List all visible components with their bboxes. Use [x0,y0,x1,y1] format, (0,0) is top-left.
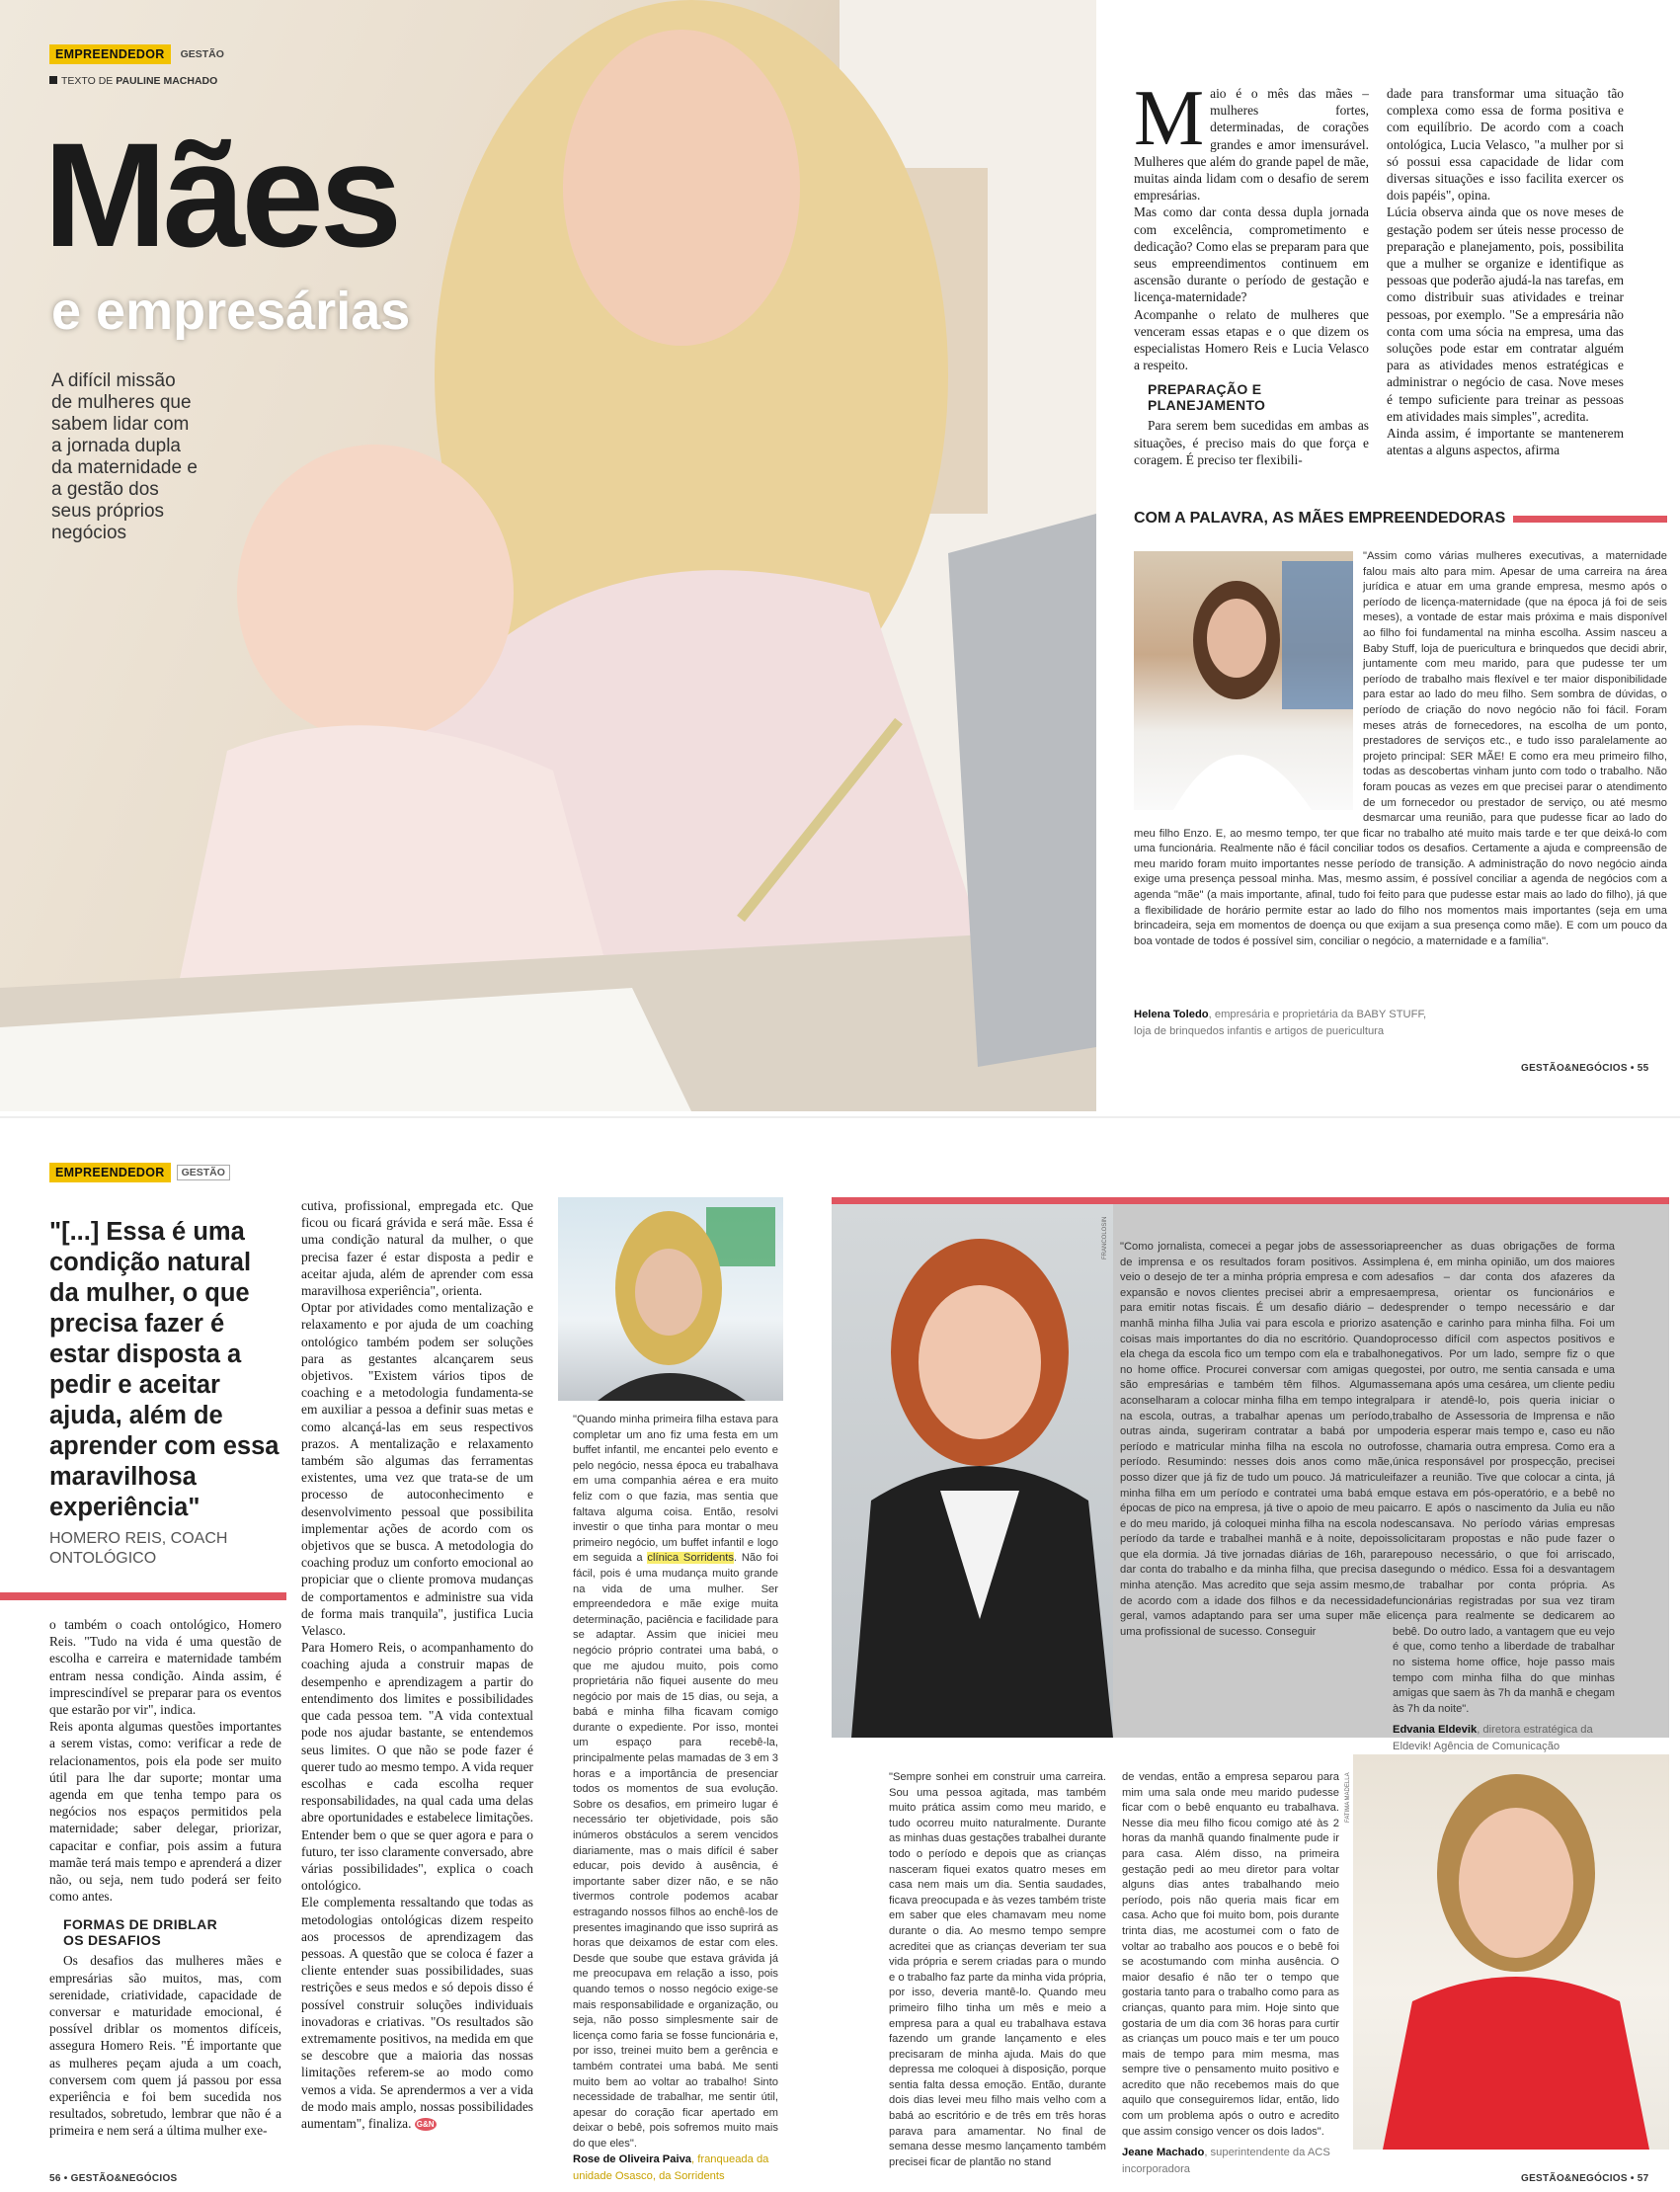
jeane-role: , superintendente da ACS incorporadora [1122,2147,1330,2176]
box-title-rule [1513,516,1667,523]
deck: A difícil missão de mulheres que sabem lidar com a jornada dupla da maternidade e a gestão dos seus próprios negócios [51,370,198,543]
drop-cap: M [1134,75,1205,162]
jeane-name: Jeane Machado [1122,2147,1205,2159]
photo-spacer [1134,549,1363,812]
article-bottom-intro: o também o coach ontológico, Homero Reis. "Tudo na vida é uma questão de escolha e carreira e maternidade também entram nessa condição. Ainda assim, é imprescindível se preparar para os eventos que estarão por vir", indica. Reis aponta algumas questões importantes a serem vistas, como: verificar a rede de relacionamentos, pois ela pode ser muito útil para lhe dar suporte; montar uma agenda em que tenha tempo para os negócios nos espaços permitidos pela maternidade; saber delegar, priorizar, capacitar e confiar, pois assim a futura mamãe terá mais tempo e aprenderá a dizer não, ou seja, nem tudo poderá ser feito como antes. [49,1617,281,1905]
end-logo: G&N [416,2120,435,2130]
section-tag [49,44,228,64]
rose-quote [573,1413,778,2152]
folio-57: GESTÃO&NEGÓCIOS • 57 [1521,2173,1649,2184]
jeane-portrait-image [1353,1754,1669,2150]
helena-quote-text: "Assim como várias mulheres executivas, a maternidade falou mais alto para mim. Apesar de uma carreira na área jurídica e atuar em uma grande empresa, mesmo após o período de licença-maternidade (que na época já foi de seis meses), a vontade de estar mais próxima e mais disponível ao filho foi fundamental na minha escolha. Assim nasceu a Baby Stuff, loja de puericultura e brinquedos que decidi abrir, juntamente com meu marido, para que pudesse ter um período de trabalho mais flexível e ter maior disponibilidade para estar ao lado do meu filho. Sem sombra de dúvidas, o período de criação do novo negócio não foi fácil. Foram meses atrás de fornecedores, na escolha de um ponto, prestadores de serviços etc., e tudo isso paralelamente ao projeto principal: SER MÃE! E como era meu primeiro filho, todas as descobertas vinham junto com todo o trabalho. Não foram poucas as vezes em que precisei parar o atendimento de um fornecedor ou prestador de serviço, ou até mesmo desmarcar uma reunião, para que pudesse ficar ao lado do meu filho Enzo. E, ao mesmo tempo, ter que ficar no trabalho até muito mais tarde e ter que deixá-lo com uma funcionária. Realmente não é fácil conciliar todos os desafios. Certamente a ajuda e compreensão de meu marido foram muito importantes nesse período de transição. A administração do novo negócio ainda exige uma presença pessoal minha. Mas, mesmo assim, é possível conciliar a agenda de negócios com a agenda "mãe" (a mais importante, afinal, tudo foi feito para que pudesse estar mais ao lado do filho), já que a flexibilidade de horário permite estar ao lado do filho nos momentos mais importantes (seja em uma brincadeira, seja em momentos de doença ou que exijam a sua presença como mãe). E com um pouco da boa vontade de todos é possível sim, conciliar o negócio, a maternidade e a família". [1134,550,1667,947]
section-label: EMPREENDEDOR [49,44,171,64]
jeane-quote-col-1 [889,1770,1106,2170]
section-label-bottom: EMPREENDEDOR [49,1163,171,1182]
jeane-quote-text-b: de vendas, então a empresa separou para mim uma sala onde meu marido pudesse ficar com o bebê enquanto eu trabalhava. Nesse dia meu filho ficou comigo até às 2 horas da manhã quando finalmente pude ir para casa. Além disso, na primeira gestação pedi ao meu diretor para voltar alguns dias antes trabalhando meio período, pois não queria mais ficar em casa. Acho que foi muito bom, pois durante trinta dias, me acostumei com o fato de voltar ao trabalho aos poucos e o bebê foi se acostumando com minha ausência. O maior desafio é não ter o tempo que gostaria tanto para o trabalho como para as crianças, quanto para mim. Hoje sinto que gostaria de um dia com 36 horas para curtir as crianças um pouco mais e ter um pouco mais de tempo para mim mesma, mas sempre tive o pensamento muito positivo e acredito que não recebemos mais do que aquilo que conseguiremos lidar, então, lido com um problema após o outro e acredito que assim consigo vencer os dois lados". [1122,1771,1339,2138]
box-title: COM A PALAVRA, AS MÃES EMPREENDEDORAS [1134,510,1506,527]
article-intro: aio é o mês das mães – mulheres fortes, determinadas, de corações grandes e amor imensurável. Mulheres que além do grande papel de mãe, muitas ainda lidam com o desafio de serem empresárias. Mas como dar conta dessa dupla jornada com excelência, comprometimento e dedicação? Como elas se preparam para que seus empreendimentos continuem em ascensão durante o período de gestação e licença-maternidade? Acompanhe o relato de mulheres que venceram essas etapas e o que dizem os especialistas Homero Reis e Lucia Velasco a respeito. [1134,86,1369,373]
edvania-portrait-image [832,1204,1113,1738]
folio-56: 56 • GESTÃO&NEGÓCIOS [49,2173,178,2184]
headline-sub: e empresárias [51,282,411,341]
helena-role: , empresária e proprietária da BABY STUFF, loja de brinquedos infantis e artigos de puericultura [1134,1009,1427,1037]
rose-quote-highlight: clínica Sorridents [647,1552,734,1565]
article-bottom-column-1 [49,1616,281,2140]
article-column-2 [1387,85,1624,458]
pullquote-text: "[...] Essa é uma condição natural da mulher, o que precisa fazer é estar disposta a pedir e aceitar ajuda, além de aprender com essa maravilhosa experiência" [49,1218,280,1521]
rose-quote-part-b: . Não foi fácil, pois é uma mudança muito grande na vida de uma mulher. Ser empreendedora e mãe exige muita determinação, paciência e facilidade para se adaptar. Assim que iniciei meu negócio próprio contratei uma babá, o que me ajudou muito, pois como proprietária não fiquei ausente do meu negócio por mais de 15 dias, ou seja, a babá e minha filha ficavam comigo durante o expediente. Por isso, montei um espaço para recebê-la, principalmente pelas mamadas de 3 em 3 horas e a importância de presenciar todos os momentos de sua evolução. Sobre os desafios, em primeiro lugar é necessário ter objetividade, pois são inúmeros obstáculos a serem vencidos diariamente, mas o mais difícil é saber educar, pois devido à ausência, é importante saber dizer não, e se não tivermos controle podemos acabar estragando nossos filhos ao enchê-los de presentes imaginando que isso suprirá as horas que deixamos de estar com eles. Desde que soube que estava grávida já me preocupava em relação a isso, pois quando temos o nosso negócio exige-se mais responsabilidade e organização, ou seja, não posso simplesmente sair de licença como faria se fosse funcionária e, por isso, treinei muito bem a gerência e também contratei uma babá. Me senti muito bem ao voltar ao trabalho! Sinto necessidade de trabalhar, me sentir útil, apesar do coração ficar apertado em deixar o bebê, pois sofremos muito mais do que eles". [573,1552,778,2150]
helena-signature [1134,1006,1430,1039]
pullquote-rule [0,1592,286,1600]
edvania-box-rule [832,1197,1669,1204]
subhead-formas: FORMAS DE DRIBLAR OS DESAFIOS [63,1916,217,1949]
rose-quote-part-a: "Quando minha primeira filha estava para completar um ano fiz uma festa em um buffet infantil, me encantei pelo evento e pelo negócio, nessa época eu trabalhava em uma companhia aérea e era muito feliz com o que fazia, mas sentia que faltava alguma coisa. Então, resolvi investir o que tinha para montar o meu primeiro negócio, um buffet infantil e logo em seguida a [573,1414,778,1565]
section-sublabel-bottom: GESTÃO [177,1165,230,1180]
helena-quote [1134,549,1667,949]
article-bottom-continuation-text: cutiva, profissional, empregada etc. Que ficou ou ficará grávida e será mãe. Essa é uma condição natural da mulher, o que precisa fazer é estar disposta a pedir e aceitar ajuda, além de aprender com essa maravilhosa experiência", orienta. Optar por atividades como mentalização e relaxamento e por ajuda de um coaching ontológico também podem ser soluções para as gestantes alcançarem seus objetivos. "Existem vários tipos de coaching e a metodologia fundamenta-se em auxiliar a pessoa a definir suas metas e como alcançá-las em seus respectivos prazos. A mentalização e relaxamento também são algumas das ferramentas existentes, uma vez que trata-se de um processo de autoconhecimento e desenvolvimento pessoal que possibilita implementar ações de acordo com os objetivos que se busca. A metodologia do coaching produz um conforto emocional ao propiciar que o cliente promova mudanças de comportamentos e administre sua vida de forma mais tranquila", justifica Lucia Velasco. Para Homero Reis, o acompanhamento do coaching ajuda a construir mapas de desempenho e aprendizagem a partir do entendimento dos limites e possibilidades que cada pessoa tem. "A vida contextual pode nos ajudar bastante, se entendemos seus limites. O que não se pode fazer é querer tudo ao mesmo tempo. A vida requer escolhas e cada escolha requer responsabilidades, na qual cada uma delas abre oportunidades e estabelece limitações. Entender bem o que se quer agora e para o futuro, ter isso claramente conversado, abre várias possibilidades", explica o coach ontológico. Ele complementa ressaltando que todas as metodologias ontológicas dizem respeito aos processos de aprendizagem das pessoas. A questão que se coloca é fazer a cliente entender suas possibilidades, suas restrições e seus medos e só depois disso é possível construir soluções individuais inovadoras e criativas. "Os resultados são extremamente positivos, na medida em que se descobre que a maioria das nossas limitações referem-se ao modo como vemos a vida. Se aprendermos a ver a vida de modo mais amplo, nossas possibilidades aumentam", finaliza. [301,1198,534,2131]
edvania-quote-text-a: "Como jornalista, comecei a pegar jobs de assessoria de imprensa e os resultados foram positivos. Assim veio o desejo de ter a minha própria empresa e com a expansão e novos clientes precisei abrir a empresa para emitir notas fiscais. É um desafio diário – de manhã minha filha Julia vai para escola e priorizo as coisas mais importantes do dia no escritório. Quando ela chega da escola fico um tempo com ela e trabalho no home office. Procurei conversar com amigas que são empresárias e também têm filhos. Algumas aconselharam a colocar minha filha em tempo integral na escola, outras, a trabalhar apenas um período, outras ainda, sugeriram contratar a babá por um período e matricular minha filha na escola no outro período. Resumindo: nesses dois anos como mãe, posso dizer que já fiz de tudo um pouco. Já matriculei minha filha em um período e contratei uma babá em épocas de pico na empresa, já tive o apoio de meu pai e do meu marido, já coloquei minha filha na escola no período da tarde e trabalhei manhã e à noite, depois que ela dormia. Já tive jornadas diárias de 16h, para dar conta do trabalho e da minha filha, que precisa da minha atenção. Mas acredito que seja assim mesmo, de acordo com a idade dos filhos e da necessidade geral, vamos adaptando para ser uma super mãe e uma profissional de sucesso. Conseguir [1120,1241,1393,1638]
rose-quote-text [573,1413,778,2152]
rose-role: , franqueada da unidade Osasco, da Sorridents [573,2153,769,2182]
rose-signature [573,2151,778,2184]
photo-credit-2: FATIMA MADELLA [1345,1772,1351,1823]
jeane-photo [1353,1754,1669,2150]
subhead-preparacao: PREPARAÇÃO E PLANEJAMENTO [1148,381,1266,414]
rose-photo [558,1197,783,1401]
section-sublabel: GESTÃO [180,48,224,60]
folio-55: GESTÃO&NEGÓCIOS • 55 [1521,1063,1649,1074]
edvania-quote-col-1 [1120,1240,1393,1640]
pullquote-attribution: HOMERO REIS, COACH ONTOLÓGICO [49,1530,228,1567]
jeane-quote-text-a: "Sempre sonhei em construir uma carreira. Sou uma pessoa agitada, mas também muito prática assim como meu marido, e tudo ocorreu muito naturalmente. Durante as minhas duas gestações trabalhei durante todo o período e depois que as crianças nasceram fiquei exatos quatro meses em casa nem mais um dia. Sentia saudades, ficava preocupada e às vezes também triste em saber que eles chamavam meu nome durante o dia. Ao mesmo tempo sempre acreditei que as crianças deveriam ter sua vida própria e serem criadas para o mundo e o trabalho faz parte da minha vida própria, por isso, deveria mantê-lo. Quando meu primeiro filho tinha um mês e meio a empresa para a qual eu trabalhava estava fazendo um grande lançamento e eles precisaram de minha ajuda. Mais do que depressa me coloquei à disposição, porque sentia falta dessa emoção. Então, durante dois dias levei meu filho mais velho com a babá ao escritório e de três em três horas parava para amamentar. No final de semana desse mesmo lançamento também precisei ficar de plantão no stand [889,1771,1106,2168]
helena-name: Helena Toledo [1134,1009,1209,1020]
jeane-quote-col-2 [1122,1770,1339,2177]
rose-portrait-image [558,1197,783,1401]
byline [49,75,217,87]
photo-credit-1: FRANCOLOSIN [1102,1216,1108,1259]
page-divider [0,1116,1680,1118]
headline: Mães [43,112,399,278]
testimonial-box [1134,510,1667,528]
edvania-name: Edvania Eldevik [1393,1724,1478,1737]
article-continuation: dade para transformar uma situação tão complexa como essa de forma positiva e com equilíbrio. De acordo com a coach ontológica, Lucia Velasco, "a mulher por si só possui essa capacidade de lidar com diversas situações e isso facilita exercer os dois papéis", opina. Lúcia observa ainda que os nove meses de gestação podem ser úteis nesse processo de preparação e planejamento, pois, possibilita que a mulher se organize e identifique as pessoas que poderão ajudá-la nas tarefas, em como distribuir suas atividades e treinar pessoas, por exemplo. "Se a empresária não conta com uma sócia na empresa, uma das soluções pode estar em contratar alguém para as atividades menos estratégicas e administrar o negócio de casa. Nove meses é tempo suficiente para treinar as pessoas em atividades mais simples", acredita. Ainda assim, é importante se mantenerem atentas a alguns aspectos, afirma [1387,86,1624,458]
edvania-role: , diretora estratégica da Eldevik! Agência de Comunicação [1393,1724,1593,1753]
byline-author: PAULINE MACHADO [116,75,218,87]
article-bottom-continuation [301,1197,533,2133]
article-paragraph: Para serem bem sucedidas em ambas as situações, é preciso mais do que força e coragem. É preciso ter flexibili- [1134,418,1369,467]
edvania-quote-text-b: preencher as duas obrigações de forma plena é, em minha opinião, um dos maiores desafios – dar conta dos afazeres da empresa, orientar os funcionários e desprender o tempo necessário e dar atenção e carinho para minha filha. Foi um processo difícil com aspectos positivos e negativos. Por um lado, sempre fiz o que gostei, por outro, me sentia cansada e uma semana após uma cesárea, um cliente pediu para ir atendê-lo, pois queria iniciar o trabalho de Assessoria de Imprensa e não poderia esperar mais tempo e, caso eu não fosse, chamaria outra empresa. Como era a única responsável por prospecção, precisei fazer a reunião. Tive que colocar a cinta, já que estava em pós-operatório, e a bebê no carro. E após o nascimento da Julia eu não descansava. No período várias empresas solicitaram propostas e não pude fazer o repouso necessário, o que foi arriscado, segundo o médico. Essa foi a desvantagem de trabalhar por conta própria. As funcionárias registradas por sua vez tiram licença para realmente se dedicarem ao bebê. Do outro lado, a vantagem que eu vejo é que, como tenho a liberdade de trabalhar no sistema home office, hoje passo mais tempo com minha filha do que minhas amigas que saem às 7h da manhã e chegam às 7h da noite". [1393,1241,1615,1715]
byline-prefix: TEXTO DE [61,75,114,87]
article-bottom-column-2 [301,1197,533,2133]
pullquote [49,1217,286,1569]
edvania-quote-col-2 [1393,1240,1615,1754]
article-bottom-paragraph: Os desafios das mulheres mães e empresárias são muitos, mas, com serenidade, criatividade, capacidade de conversar e maturidade emocional, é possível driblar os momentos difíceis, assegura Homero Reis. "É importante que as mulheres peçam ajuda a um coach, conversem com quem já passou por essa experiência e foi bem sucedida nos resultados, sobretudo, lembrar que não é a primeira e nem será a última mulher exe- [49,1953,281,2139]
rose-name: Rose de Oliveira Paiva [573,2153,692,2165]
edvania-photo [832,1204,1113,1738]
section-tag-bottom [49,1163,230,1182]
article-column-1 [1134,75,1369,468]
